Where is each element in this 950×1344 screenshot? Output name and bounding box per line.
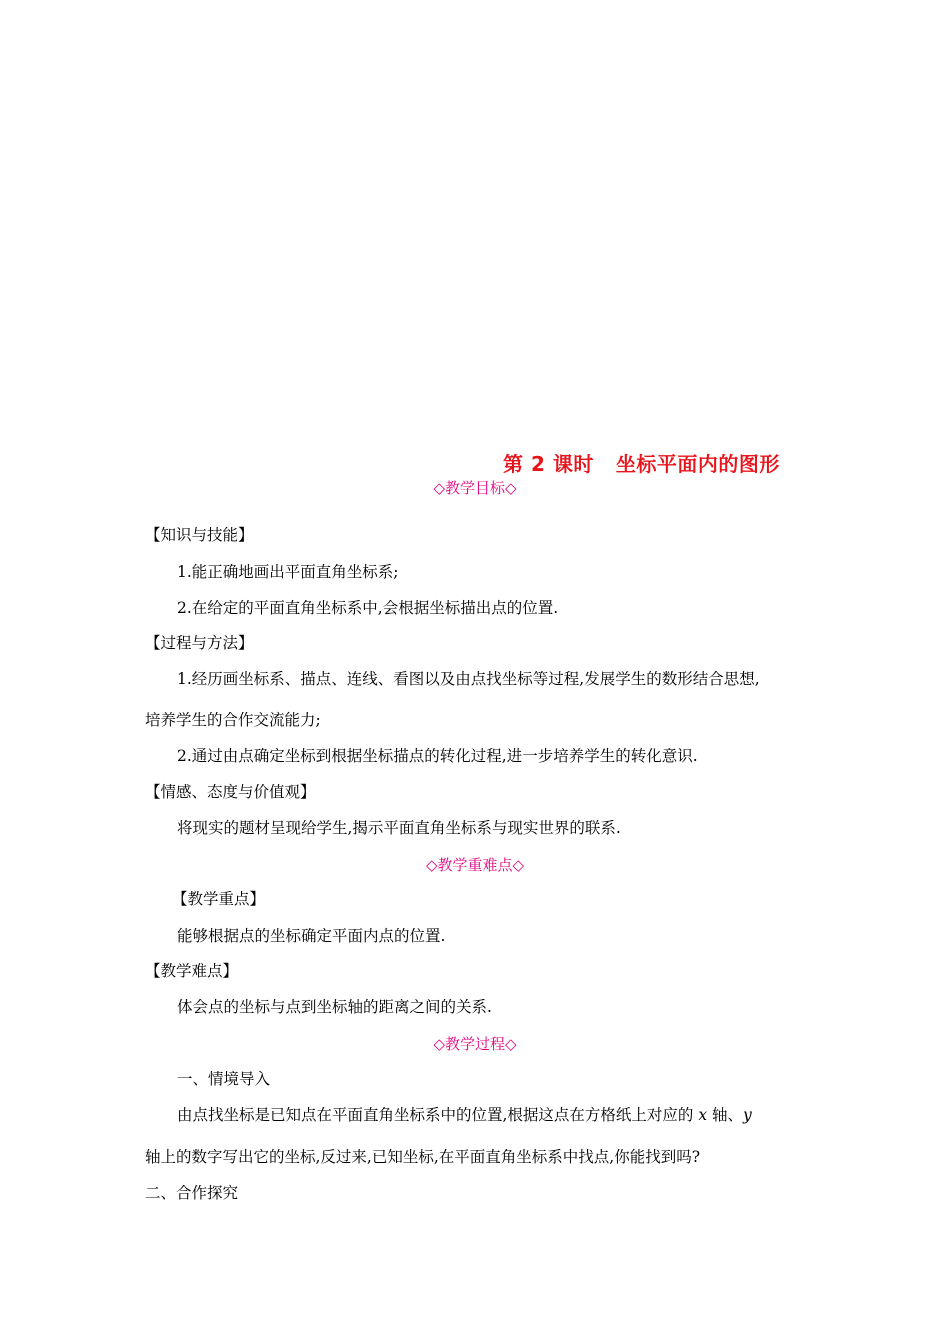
lesson-number: 第 2 课时 [503,452,594,476]
x-variable: x [698,1106,708,1124]
emotion-values-heading: 【情感、态度与价值观】 [145,783,316,801]
section-key-points-heading: ◇教学重难点◇ [425,856,525,874]
teaching-focus-item: 能够根据点的坐标确定平面内点的位置. [177,927,446,945]
teaching-difficulty-heading: 【教学难点】 [145,962,239,980]
process-item-2: 2.通过由点确定坐标到根据坐标描点的转化过程,进一步培养学生的转化意识. [177,747,698,765]
knowledge-item-1: 1.能正确地画出平面直角坐标系; [177,563,399,581]
process-item-1a: 1.经历画坐标系、描点、连线、看图以及由点找坐标等过程,发展学生的数形结合思想, [177,670,760,688]
step2-heading: 二、合作探究 [145,1184,239,1202]
teaching-focus-heading: 【教学重点】 [172,890,266,908]
knowledge-item-2: 2.在给定的平面直角坐标系中,会根据坐标描出点的位置. [177,599,559,617]
process-item-1b: 培养学生的合作交流能力; [145,711,321,729]
lesson-title [503,448,780,477]
section-objectives-heading: ◇教学目标◇ [433,479,517,497]
step1-text-pre: 由点找坐标是已知点在平面直角坐标系中的位置,根据这点在方格纸上对应的 [177,1106,699,1124]
step1-text-mid: 轴、 [707,1106,744,1124]
emotion-item-1: 将现实的题材呈现给学生,揭示平面直角坐标系与现实世界的联系. [177,819,621,837]
step1-heading: 一、情境导入 [177,1070,271,1088]
step1-paragraph-line2: 轴上的数字写出它的坐标,反过来,已知坐标,在平面直角坐标系中找点,你能找到吗? [145,1148,701,1166]
teaching-difficulty-item: 体会点的坐标与点到坐标轴的距离之间的关系. [177,998,492,1016]
lesson-topic: 坐标平面内的图形 [615,452,780,476]
knowledge-skills-heading: 【知识与技能】 [145,526,254,544]
step1-paragraph-line1 [177,1105,752,1125]
process-methods-heading: 【过程与方法】 [145,634,254,652]
y-variable: y [743,1106,752,1124]
section-process-heading: ◇教学过程◇ [433,1035,517,1053]
